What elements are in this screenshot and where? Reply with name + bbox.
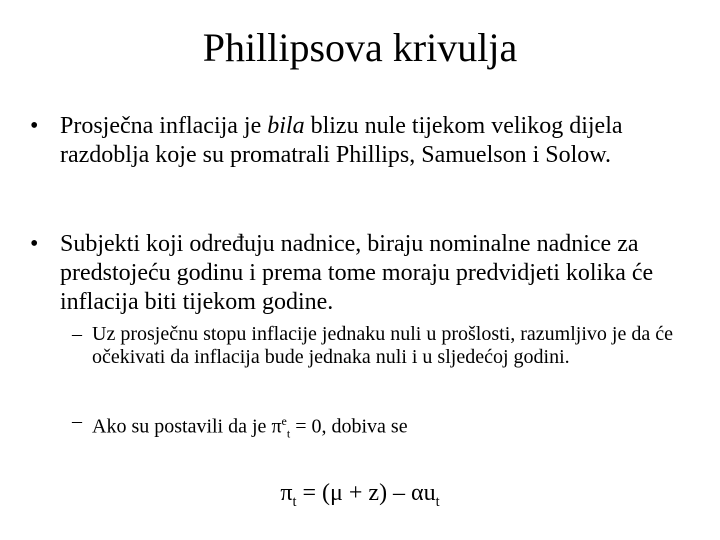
formula-sub-t: t xyxy=(292,493,297,510)
bullet-marker: • xyxy=(30,113,39,139)
formula-pi: π xyxy=(280,480,293,506)
sub-bullet-2 xyxy=(72,410,712,446)
sub-bullet-text-part: Ako su postavili da je xyxy=(92,415,272,438)
subscript-t: t xyxy=(286,426,291,441)
slide-title: Phillipsova krivulja xyxy=(202,25,518,70)
formula-sub-t: t xyxy=(435,493,440,510)
bullet-1 xyxy=(30,112,670,170)
bullet-text: Subjekti koji određuju nadnice, biraju nominalne nadnice za predstojeću godinu i prema tome moraju predvidjeti kolika će inflacija biti tijekom godine. xyxy=(60,231,654,315)
bullet-marker: • xyxy=(30,231,39,257)
bullet-text-part: blizu nule tijekom velikog dijela razdoblja koje su promatrali Phillips, Samuelson i Solow. xyxy=(60,113,623,168)
bullet-text xyxy=(60,112,670,170)
sub-bullet-text-part: = 0, dobiva se xyxy=(290,415,408,438)
bullet-text-part: Prosječna inflacija je xyxy=(60,113,268,139)
sub-bullet-1 xyxy=(72,323,712,369)
pi-symbol: π xyxy=(271,415,282,438)
sub-bullet-text: Uz prosječnu stopu inflacije jednaku nuli u prošlosti, razumljivo je da će očekivati da inflacija bude jednaka nuli i u sljedećoj godini. xyxy=(92,323,673,368)
phillips-formula xyxy=(0,478,720,517)
sub-bullet-marker: – xyxy=(72,410,82,432)
bullet-text-italic: bila xyxy=(267,113,305,139)
bullet-2 xyxy=(30,230,680,317)
formula-middle: = (μ + z) – αu xyxy=(296,480,436,506)
superscript-e: e xyxy=(281,414,287,428)
sub-bullet-marker: – xyxy=(72,323,82,345)
sub-bullet-text xyxy=(92,410,712,446)
